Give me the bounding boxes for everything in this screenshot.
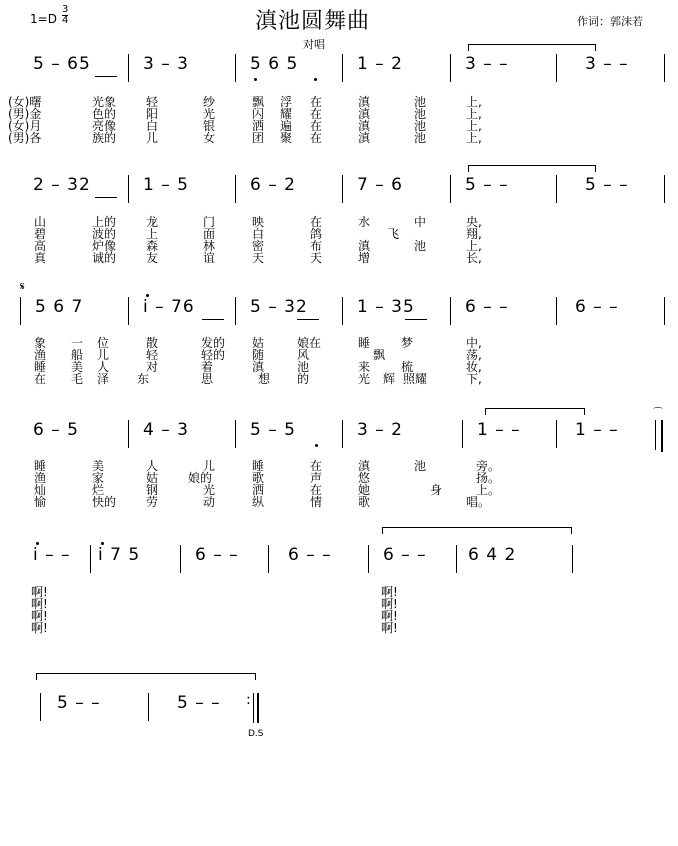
lyric: 耀 [280,107,293,121]
lyric: 映 [252,215,265,229]
lyric: 姑 [146,471,159,485]
time-numerator: 3 [62,4,69,15]
lyric: 在 [310,107,323,121]
lyric: 愉 [34,495,47,509]
barline [148,693,149,721]
lyric: 东 [137,372,150,386]
lyric: 动 [203,495,216,509]
measure: 5 – – [585,175,629,195]
lyric: 亮像 [92,119,117,133]
lyric: 阳 [146,107,159,121]
lyric: 船 [71,348,84,362]
lyric: 睡 [252,459,265,473]
lyric: 遍 [280,119,293,133]
measure: i – 76 [143,297,195,317]
lyric: 睡 [358,336,371,350]
barline [556,175,557,203]
lyric: 门 [203,215,216,229]
system-1 [0,54,678,94]
barline [90,545,91,573]
lyric: 美 [71,360,84,374]
lyric: 滇 [358,107,371,121]
measure: 1 – – [575,420,619,440]
lyric: 光 [203,483,216,497]
barline [368,545,369,573]
lyric: 轻 [146,95,159,109]
measure: 1 – 5 [143,175,189,195]
low-octave-dot [315,444,318,447]
lyric: 龙 [146,215,159,229]
measure: 5 6 5 [250,54,299,74]
measure: 5 – 65 [33,54,91,74]
lyric: 天 [252,251,265,265]
lyric: 池 [414,239,427,253]
dal-segno: D.S [248,729,264,739]
underline [95,197,117,198]
lyric: 浮 [280,95,293,109]
lyric: 钢 [146,483,159,497]
lyric: 友 [146,251,159,265]
lyric: 洒 [252,119,265,133]
lyric: 在 [310,131,323,145]
lyric: 闪 [252,107,265,121]
lyric: 劳 [146,495,159,509]
lyric: 泽 [97,372,110,386]
lyric: 娘的 [188,471,213,485]
measure: 3 – – [585,54,629,74]
lyric: (女)曙 [8,95,42,109]
lyric: (男)各 [8,131,42,145]
lyric: 下, [466,372,482,386]
lyrics-block-1 [0,96,678,144]
barline [342,297,343,325]
time-signature [62,5,68,26]
underline [405,319,427,320]
measure: 6 – – [383,545,427,565]
lyric: 对 [146,360,159,374]
lyric: 啊! [381,609,398,623]
song-title: 滇池圆舞曲 [255,9,371,34]
lyric: 增 [358,251,371,265]
lyric: 林 [203,239,216,253]
lyric: 山 [34,215,47,229]
lyric: 纵 [252,495,265,509]
lyric: 啊! [381,597,398,611]
lyric: 光 [203,107,216,121]
lyric: 滇 [358,95,371,109]
lyric: 啊! [31,609,48,623]
lyric: 上, [466,107,482,121]
lyric: 来 [358,360,371,374]
lyric: 随 [252,348,265,362]
lyric: 啊! [381,585,398,599]
barline [128,54,129,82]
measure: 7 – 6 [357,175,403,195]
lyric: 滇 [358,131,371,145]
tie [36,673,256,682]
lyric: 谊 [203,251,216,265]
lyric: 辉 [383,372,396,386]
lyric: 诚的 [92,251,117,265]
barline [462,420,463,448]
lyric: 美 [92,459,105,473]
measure: 3 – 2 [357,420,403,440]
lyric: 池 [414,107,427,121]
lyric: 扬。 [476,471,501,485]
lyric: 儿 [97,348,110,362]
lyric: 上。 [476,483,501,497]
barline [180,545,181,573]
barline [556,420,557,448]
lyric: 白 [252,227,265,241]
lyric: 轻的 [201,348,226,362]
lyric: 在 [310,95,323,109]
lyric: 在 [310,215,323,229]
lyric: 身 [430,483,443,497]
duet-marking: 对唱 [303,38,325,51]
lyric: 光 [358,372,371,386]
lyric: 上, [466,95,482,109]
lyric: 梳 [401,360,414,374]
lyric: 轻 [146,348,159,362]
lyric: 渔 [34,348,47,362]
lyric: 纱 [203,95,216,109]
barline [20,297,21,325]
lyric: 唱。 [466,495,491,509]
high-octave-dot [101,542,104,545]
time-denominator: 4 [62,15,69,26]
measure: 1 – – [477,420,521,440]
repeat-barline [257,693,259,723]
lyric: 儿 [203,459,216,473]
lyric: 她 [358,483,371,497]
lyric: 飞 [387,227,400,241]
lyric: 洒 [252,483,265,497]
measure: 5 – – [177,693,221,713]
lyric: 儿 [146,131,159,145]
lyric: 家 [92,471,105,485]
lyric: 光象 [92,95,117,109]
system-6 [0,693,678,733]
measure: i 7 5 [98,545,141,565]
lyric: 荡, [466,348,482,362]
lyric: 白 [146,119,159,133]
key-signature: 1=D [30,12,57,26]
system-4 [0,408,678,460]
lyrics-block-5 [0,586,678,634]
measure: 4 – 3 [143,420,189,440]
lyric: 梦 [401,336,414,350]
lyric: 滇 [252,360,265,374]
lyric: 团 [252,131,265,145]
measure: 6 – – [465,297,509,317]
barline [556,54,557,82]
lyric: 央, [466,215,482,229]
measure: 5 – 5 [250,420,296,440]
lyric: 在 [310,119,323,133]
barline [556,297,557,325]
system-5 [0,545,678,585]
lyric: 上, [466,239,482,253]
lyric: 情 [310,495,323,509]
lyric: 散 [146,336,159,350]
low-octave-dot [314,78,317,81]
barline [450,54,451,82]
barline [664,297,665,325]
lyric: 上 [146,227,159,241]
lyric: (男)金 [8,107,42,121]
lyric: 着 [201,360,214,374]
lyric: 人 [97,360,110,374]
measure: 5 – – [465,175,509,195]
lyric: 高 [34,239,47,253]
barline [235,175,236,203]
barline [128,175,129,203]
barline [235,54,236,82]
lyric: 翔, [466,227,482,241]
lyric: 快的 [92,495,117,509]
underline [95,76,117,77]
lyric: 睡 [34,459,47,473]
lyric: 真 [34,251,47,265]
lyric: 天 [310,251,323,265]
lyric: 色的 [92,107,117,121]
lyric: 思 [201,372,214,386]
barline [40,693,41,721]
barline [235,420,236,448]
repeat-dots: : [246,692,251,708]
lyric: 族的 [92,131,117,145]
barline [655,420,656,450]
lyric: 波的 [92,227,117,241]
lyric: 毛 [71,372,84,386]
lyric: 啊! [31,585,48,599]
lyric: 长, [466,251,482,265]
lyric: 妆, [466,360,482,374]
lyric: 池 [297,360,310,374]
tie [468,44,596,53]
barline [235,297,236,325]
lyric: 旁。 [476,459,501,473]
lyric: 滇 [358,459,371,473]
barline [253,693,254,723]
lyric: 滇 [358,239,371,253]
measure: i – – [33,545,71,565]
lyric: 森 [146,239,159,253]
lyric: 池 [414,95,427,109]
measure: 6 – 5 [33,420,79,440]
lyric: (女)月 [8,119,42,133]
barline [450,297,451,325]
barline [456,545,457,573]
high-octave-dot [146,294,149,297]
lyric: 声 [310,471,323,485]
low-octave-dot [254,78,257,81]
tie [468,165,596,174]
high-octave-dot [36,542,39,545]
measure: 6 – – [195,545,239,565]
lyric: 碧 [34,227,47,241]
lyric: 密 [252,239,265,253]
barline [572,545,573,573]
lyric: 飘 [252,95,265,109]
lyric: 发的 [201,336,226,350]
barline [342,54,343,82]
barline [664,54,665,82]
measure: 6 – – [288,545,332,565]
lyric: 歌 [358,495,371,509]
measure: 1 – 2 [357,54,403,74]
lyric: 娘在 [297,336,322,350]
measure: 1 – 35 [357,297,415,317]
lyric: 象 [34,336,47,350]
barline [128,420,129,448]
system-2 [0,175,678,215]
lyric: 渔 [34,471,47,485]
barline [664,175,665,203]
lyric: 女 [203,131,216,145]
measure: 5 6 7 [35,297,84,317]
lyrics-block-2 [0,216,678,264]
lyric: 中 [414,215,427,229]
lyric: 人 [146,459,159,473]
lyric: 在 [310,459,323,473]
lyric: 歌 [252,471,265,485]
lyric: 聚 [280,131,293,145]
lyric: 滇 [358,119,371,133]
lyric: 想 [258,372,271,386]
lyric: 水 [358,215,371,229]
barline [268,545,269,573]
system-3 [0,297,678,337]
barline [128,297,129,325]
underline [202,319,224,320]
lyric: 照耀 [403,372,428,386]
lyric: 鸽 [310,227,323,241]
lyric: 面 [203,227,216,241]
lyric: 位 [97,336,110,350]
lyric: 中, [466,336,482,350]
lyric: 在 [34,372,47,386]
lyric: 烂 [92,483,105,497]
lyric: 上, [466,131,482,145]
lyric: 的 [297,372,310,386]
lyric: 池 [414,119,427,133]
measure: 5 – – [57,693,101,713]
measure: 6 4 2 [468,545,517,565]
lyric: 在 [310,483,323,497]
lyricist: 作词：郭沫若 [577,15,643,28]
tie [382,527,572,536]
lyric: 一 [71,336,84,350]
lyric: 银 [203,119,216,133]
underline [297,319,319,320]
lyric: 啊! [381,621,398,635]
lyric: 灿 [34,483,47,497]
lyric: 睡 [34,360,47,374]
lyric: 悠 [358,471,371,485]
lyric: 飘 [373,348,386,362]
measure: 3 – 3 [143,54,189,74]
lyric: 姑 [252,336,265,350]
lyrics-block-4 [0,460,678,508]
lyric: 风 [297,348,310,362]
lyrics-block-3 [0,337,678,385]
barline [450,175,451,203]
fermata-icon: ⌒ [653,408,663,419]
lyric: 池 [414,131,427,145]
measure: 3 – – [465,54,509,74]
tie [485,408,585,417]
measure: 6 – 2 [250,175,296,195]
segno-icon: 𝄋 [20,280,25,293]
lyric: 池 [414,459,427,473]
measure: 2 – 32 [33,175,91,195]
barline [342,420,343,448]
lyric: 啊! [31,621,48,635]
measure: 6 – – [575,297,619,317]
lyric: 上, [466,119,482,133]
lyric: 炉像 [92,239,117,253]
lyric: 布 [310,239,323,253]
final-barline [661,420,663,452]
barline [342,175,343,203]
lyric: 啊! [31,597,48,611]
measure: 5 – 32 [250,297,308,317]
lyric: 上的 [92,215,117,229]
